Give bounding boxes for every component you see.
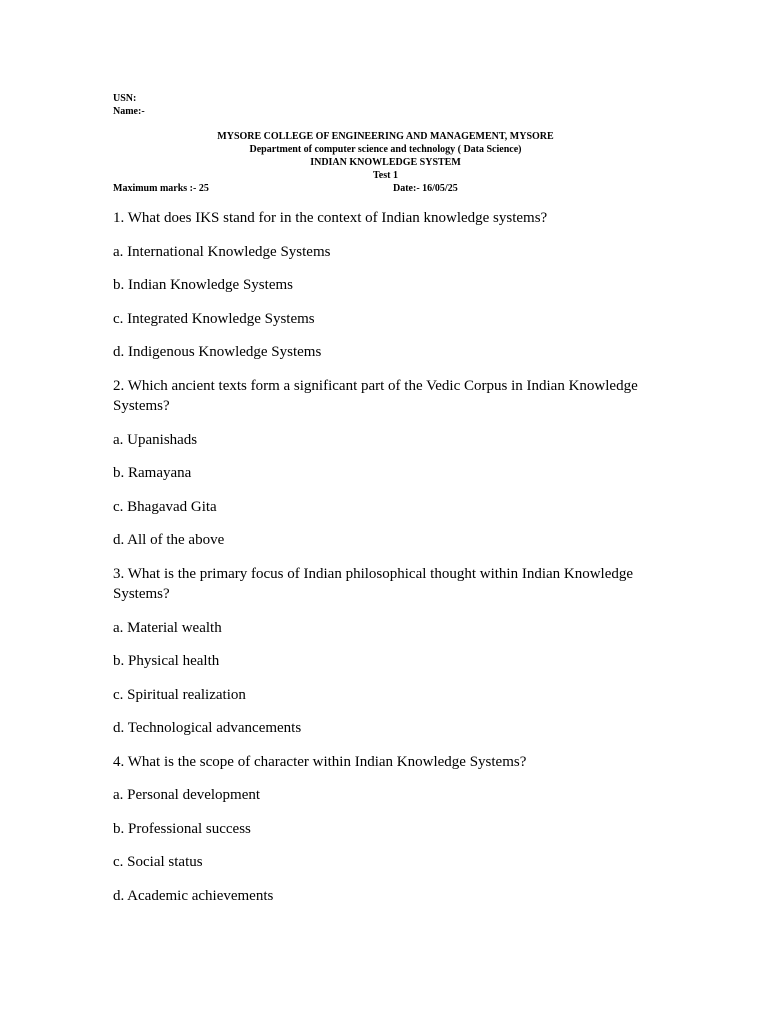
document-page	[113, 92, 658, 906]
option-b: b. Ramayana	[113, 465, 192, 481]
college-title: MYSORE COLLEGE OF ENGINEERING AND MANAGEMENT, MYSORE	[217, 131, 554, 142]
question-block-4	[113, 752, 658, 907]
option-a: a. International Knowledge Systems	[113, 243, 331, 260]
name-label: Name:-	[113, 106, 145, 117]
option-d: d. Academic achievements	[113, 887, 274, 904]
option-b: b. Physical health	[113, 653, 220, 669]
option-a: a. Personal development	[113, 787, 261, 803]
department-title: Department of computer science and technology ( Data Science)	[249, 144, 522, 155]
max-marks: Maximum marks :- 25	[113, 183, 209, 194]
option-c: c. Integrated Knowledge Systems	[113, 310, 315, 327]
option-d: d. Technological advancements	[113, 720, 302, 736]
usn-label: USN:	[113, 93, 137, 104]
option-d: d. All of the above	[113, 532, 225, 548]
question-text: 3. What is the primary focus of Indian philosophical thought within Indian Knowledge Systems?	[113, 565, 634, 602]
question-block-2	[113, 376, 658, 551]
question-text: 1. What does IKS stand for in the context of Indian knowledge systems?	[113, 210, 548, 226]
option-a: a. Upanishads	[113, 431, 198, 448]
marks-date-row	[113, 182, 658, 195]
option-c: c. Social status	[113, 854, 203, 870]
option-b: b. Professional success	[113, 820, 251, 837]
question-text: 2. Which ancient texts form a significant part of the Vedic Corpus in Indian Knowledge Systems?	[113, 377, 638, 414]
test-title: Test 1	[373, 170, 398, 181]
option-c: c. Bhagavad Gita	[113, 498, 217, 515]
question-block-1	[113, 208, 658, 363]
subject-title: INDIAN KNOWLEDGE SYSTEM	[310, 157, 461, 168]
option-a: a. Material wealth	[113, 619, 222, 636]
exam-date: Date:- 16/05/25	[393, 183, 458, 194]
question-text: 4. What is the scope of character within Indian Knowledge Systems?	[113, 753, 527, 770]
header-spacer	[113, 118, 658, 130]
option-d: d. Indigenous Knowledge Systems	[113, 344, 322, 360]
option-c: c. Spiritual realization	[113, 686, 246, 703]
question-block-3	[113, 564, 658, 739]
option-b: b. Indian Knowledge Systems	[113, 277, 293, 293]
